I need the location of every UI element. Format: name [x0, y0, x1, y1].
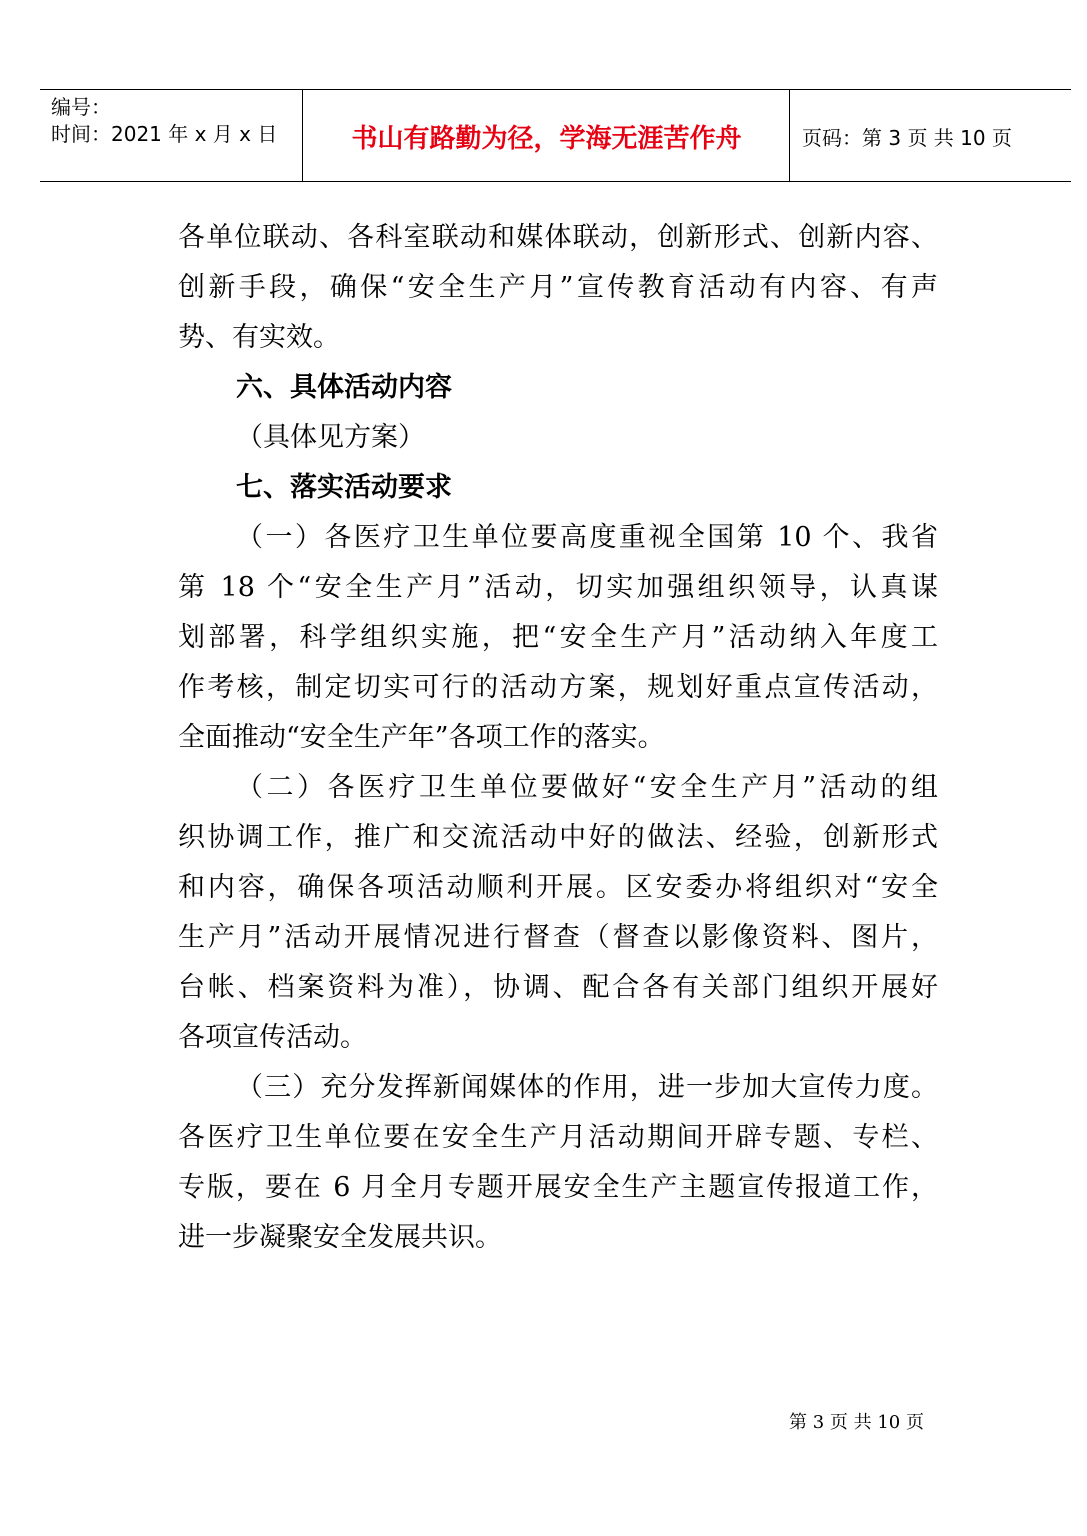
body-line: 织协调工作，推广和交流活动中好的做法、经验，创新形式: [178, 822, 938, 853]
header-slogan: 书山有路勤为径，学海无涯苦作舟: [351, 123, 742, 154]
header-divider-right: [789, 90, 790, 181]
body-line: （具体见方案）: [236, 422, 425, 453]
body-line: 各项宣传活动。: [178, 1022, 367, 1053]
body-line: （二）各医疗卫生单位要做好“安全生产月”活动的组: [236, 772, 938, 803]
body-line: 各单位联动、各科室联动和媒体联动，创新形式、创新内容、: [178, 222, 938, 253]
body-line: 专版，要在 6 月全月专题开展安全生产主题宣传报道工作，: [178, 1172, 938, 1203]
section-heading: 七、落实活动要求: [236, 472, 452, 503]
body-line: 生产月”活动开展情况进行督查（督查以影像资料、图片，: [178, 922, 938, 953]
header-page-info: 页码：第 3 页 共 10 页: [802, 125, 1012, 150]
body-line: 划部署，科学组织实施，把“安全生产月”活动纳入年度工: [178, 622, 938, 653]
body-line: 各医疗卫生单位要在安全生产月活动期间开辟专题、专栏、: [178, 1122, 938, 1153]
body-line: 作考核，制定切实可行的活动方案，规划好重点宣传活动，: [178, 672, 938, 703]
body-line: 进一步凝聚安全发展共识。: [178, 1222, 502, 1253]
body-line: 势、有实效。: [178, 322, 340, 353]
body-line: （一）各医疗卫生单位要高度重视全国第 10 个、我省: [236, 522, 938, 553]
header-meta: [51, 94, 277, 148]
body-line: 和内容，确保各项活动顺利开展。区安委办将组织对“安全: [178, 872, 938, 903]
body-line: （三）充分发挥新闻媒体的作用，进一步加大宣传力度。: [236, 1072, 938, 1103]
body-line: 第 18 个“安全生产月”活动，切实加强组织领导，认真谋: [178, 572, 938, 603]
body-line: 全面推动“安全生产年”各项工作的落实。: [178, 722, 665, 753]
page-footer: [0, 1408, 1087, 1434]
body-line: 创新手段，确保“安全生产月”宣传教育活动有内容、有声: [178, 272, 938, 303]
footer-page-number: 第 3 页 共 10 页: [789, 1412, 924, 1433]
section-heading: 六、具体活动内容: [236, 372, 452, 403]
document-body: [178, 213, 938, 1263]
time-label: 时间：2021 年 x 月 x 日: [51, 122, 278, 146]
number-label: 编号：: [51, 95, 111, 119]
page-header: [40, 89, 1071, 182]
body-line: 台帐、档案资料为准），协调、配合各有关部门组织开展好: [178, 972, 938, 1003]
